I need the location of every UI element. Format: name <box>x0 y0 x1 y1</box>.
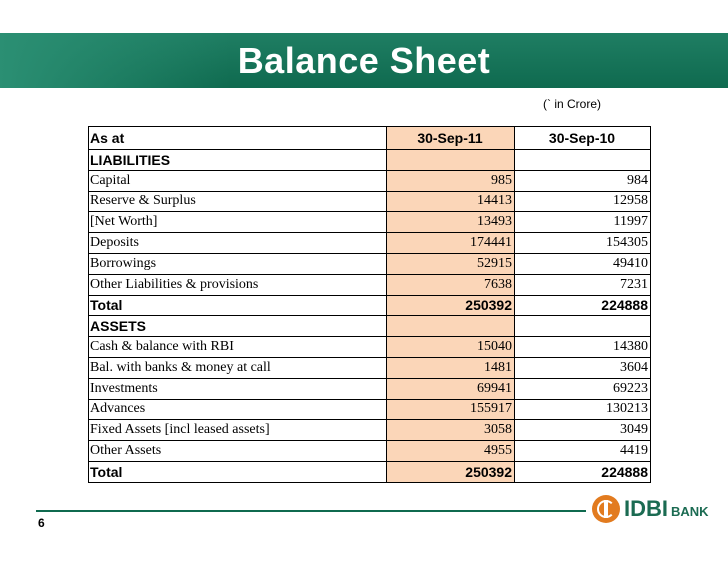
row-value-a: 985 <box>387 170 515 191</box>
row-value-b: 224888 <box>515 295 651 316</box>
balance-sheet-table <box>88 126 651 483</box>
row-label: Capital <box>89 170 387 191</box>
row-label: Total <box>89 461 387 482</box>
row-label: Deposits <box>89 233 387 254</box>
row-value-a: 13493 <box>387 212 515 233</box>
row-value-a: 3058 <box>387 420 515 441</box>
row-value-b: 154305 <box>515 233 651 254</box>
row-value-a: 155917 <box>387 399 515 420</box>
table-row <box>89 316 651 337</box>
slide-title: Balance Sheet <box>237 40 491 81</box>
row-label: Bal. with banks & money at call <box>89 357 387 378</box>
row-label: Fixed Assets [incl leased assets] <box>89 420 387 441</box>
header-col-a: 30-Sep-11 <box>387 127 515 150</box>
table-row <box>89 399 651 420</box>
row-value-a: 52915 <box>387 253 515 274</box>
table-row <box>89 212 651 233</box>
table-row <box>89 233 651 254</box>
row-label: Investments <box>89 378 387 399</box>
table-row <box>89 357 651 378</box>
row-value-b: 130213 <box>515 399 651 420</box>
row-value-b: 3604 <box>515 357 651 378</box>
unit-note: (` in Crore) <box>543 97 602 111</box>
row-value-b: 69223 <box>515 378 651 399</box>
row-label: Other Assets <box>89 441 387 462</box>
row-label: Other Liabilities & provisions <box>89 274 387 295</box>
row-value-a: 14413 <box>387 191 515 212</box>
row-value-a <box>387 150 515 171</box>
table-row <box>89 274 651 295</box>
row-value-b: 984 <box>515 170 651 191</box>
row-value-b: 11997 <box>515 212 651 233</box>
table-row <box>89 378 651 399</box>
page-number: 6 <box>38 516 45 530</box>
table-row <box>89 170 651 191</box>
table-row <box>89 191 651 212</box>
row-value-b: 14380 <box>515 337 651 358</box>
row-label: Advances <box>89 399 387 420</box>
footer-line <box>36 510 586 512</box>
table-row <box>89 253 651 274</box>
row-value-a: 15040 <box>387 337 515 358</box>
row-label: Reserve & Surplus <box>89 191 387 212</box>
table-row <box>89 420 651 441</box>
table-row <box>89 150 651 171</box>
row-label: Borrowings <box>89 253 387 274</box>
row-label: [Net Worth] <box>89 212 387 233</box>
bank-logo <box>592 494 709 524</box>
table-row <box>89 441 651 462</box>
row-value-a: 1481 <box>387 357 515 378</box>
table-row <box>89 295 651 316</box>
row-value-b: 12958 <box>515 191 651 212</box>
row-value-b: 4419 <box>515 441 651 462</box>
row-label: ASSETS <box>89 316 387 337</box>
table-row <box>89 461 651 482</box>
row-value-a: 174441 <box>387 233 515 254</box>
idbi-logo-icon <box>592 495 620 523</box>
table-row <box>89 337 651 358</box>
row-label: Total <box>89 295 387 316</box>
header-label: As at <box>89 127 387 150</box>
row-label: LIABILITIES <box>89 150 387 171</box>
row-value-a: 4955 <box>387 441 515 462</box>
row-label: Cash & balance with RBI <box>89 337 387 358</box>
row-value-b: 49410 <box>515 253 651 274</box>
logo-text: IDBI BANK <box>624 496 709 521</box>
header-col-b: 30-Sep-10 <box>515 127 651 150</box>
row-value-b <box>515 150 651 171</box>
row-value-b <box>515 316 651 337</box>
row-value-a: 7638 <box>387 274 515 295</box>
row-value-a: 250392 <box>387 295 515 316</box>
table-header-row <box>89 127 651 150</box>
row-value-b: 224888 <box>515 461 651 482</box>
row-value-a: 69941 <box>387 378 515 399</box>
row-value-a: 250392 <box>387 461 515 482</box>
row-value-b: 7231 <box>515 274 651 295</box>
row-value-b: 3049 <box>515 420 651 441</box>
row-value-a <box>387 316 515 337</box>
